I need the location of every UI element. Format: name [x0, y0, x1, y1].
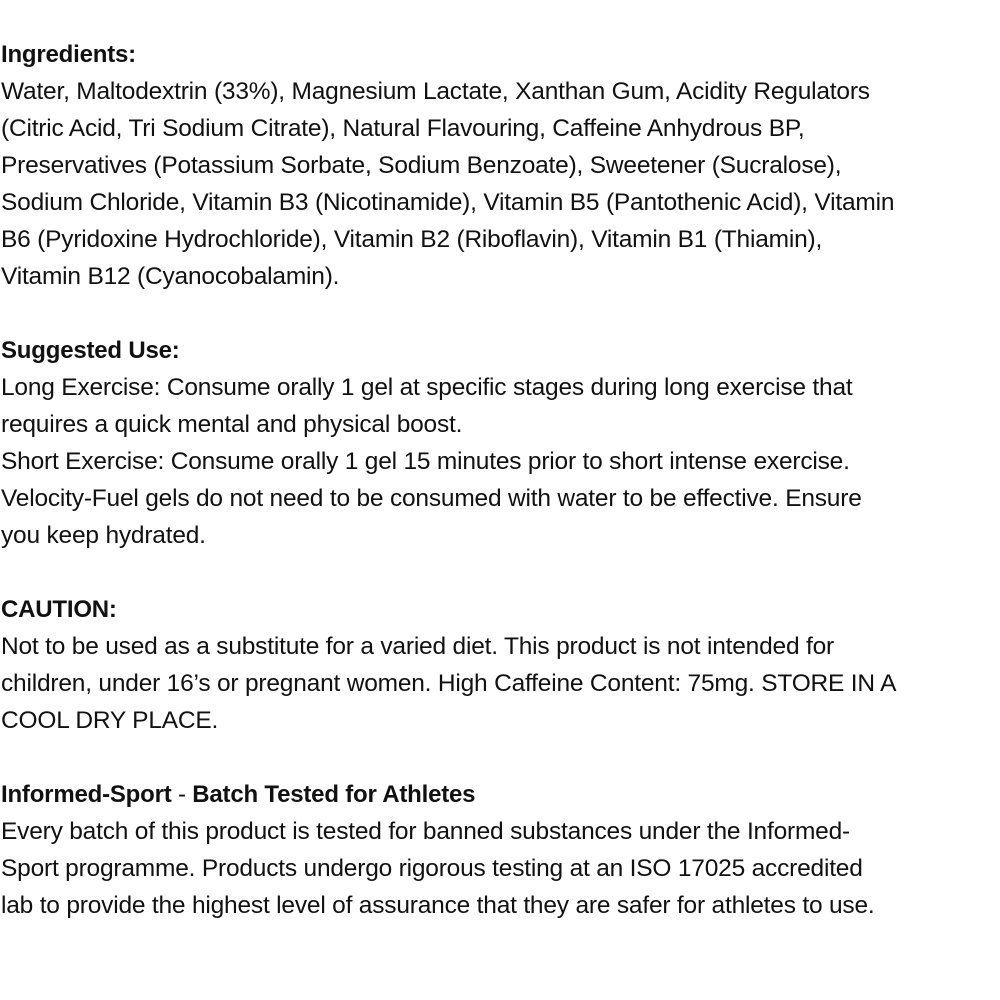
- product-info-document: [1, 36, 997, 961]
- ingredients-section: [1, 36, 997, 295]
- caution-line: COOL DRY PLACE.: [1, 707, 219, 734]
- informed-sport-line: Sport programme. Products undergo rigorous testing at an ISO 17025 accredited: [1, 855, 863, 882]
- informed-sport-brand: Informed-Sport: [1, 781, 172, 808]
- suggested-use-line: requires a quick mental and physical boost.: [1, 411, 463, 438]
- caution-section: [1, 591, 997, 739]
- suggested-use-line: you keep hydrated.: [1, 522, 206, 549]
- informed-sport-section: [1, 776, 997, 924]
- suggested-use-line: Long Exercise: Consume orally 1 gel at specific stages during long exercise that: [1, 374, 853, 401]
- ingredients-line: Preservatives (Potassium Sorbate, Sodium Benzoate), Sweetener (Sucralose),: [1, 152, 842, 179]
- informed-sport-line: Every batch of this product is tested for banned substances under the Informed-: [1, 818, 850, 845]
- informed-sport-heading: [1, 776, 997, 813]
- suggested-use-text: [1, 369, 997, 554]
- caution-heading: CAUTION:: [1, 596, 117, 623]
- informed-sport-tagline: Batch Tested for Athletes: [192, 781, 476, 808]
- ingredients-text: [1, 73, 997, 295]
- suggested-use-line: Velocity-Fuel gels do not need to be consumed with water to be effective. Ensure: [1, 485, 862, 512]
- informed-sport-text: [1, 813, 997, 924]
- suggested-use-section: [1, 332, 997, 554]
- informed-sport-line: lab to provide the highest level of assurance that they are safer for athletes to use.: [1, 892, 875, 919]
- caution-line: children, under 16’s or pregnant women. High Caffeine Content: 75mg. STORE IN A: [1, 670, 897, 697]
- suggested-use-heading: Suggested Use:: [1, 337, 180, 364]
- ingredients-line: (Citric Acid, Tri Sodium Citrate), Natural Flavouring, Caffeine Anhydrous BP,: [1, 115, 805, 142]
- heading-separator: -: [171, 781, 193, 808]
- ingredients-line: B6 (Pyridoxine Hydrochloride), Vitamin B2 (Riboflavin), Vitamin B1 (Thiamin),: [1, 226, 823, 253]
- ingredients-line: Sodium Chloride, Vitamin B3 (Nicotinamide), Vitamin B5 (Pantothenic Acid), Vitamin: [1, 189, 895, 216]
- ingredients-line: Water, Maltodextrin (33%), Magnesium Lactate, Xanthan Gum, Acidity Regulators: [1, 78, 870, 105]
- suggested-use-line: Short Exercise: Consume orally 1 gel 15 minutes prior to short intense exercise.: [1, 448, 850, 475]
- ingredients-line: Vitamin B12 (Cyanocobalamin).: [1, 263, 340, 290]
- ingredients-heading: Ingredients:: [1, 41, 136, 68]
- caution-line: Not to be used as a substitute for a varied diet. This product is not intended for: [1, 633, 834, 660]
- caution-text: [1, 628, 997, 739]
